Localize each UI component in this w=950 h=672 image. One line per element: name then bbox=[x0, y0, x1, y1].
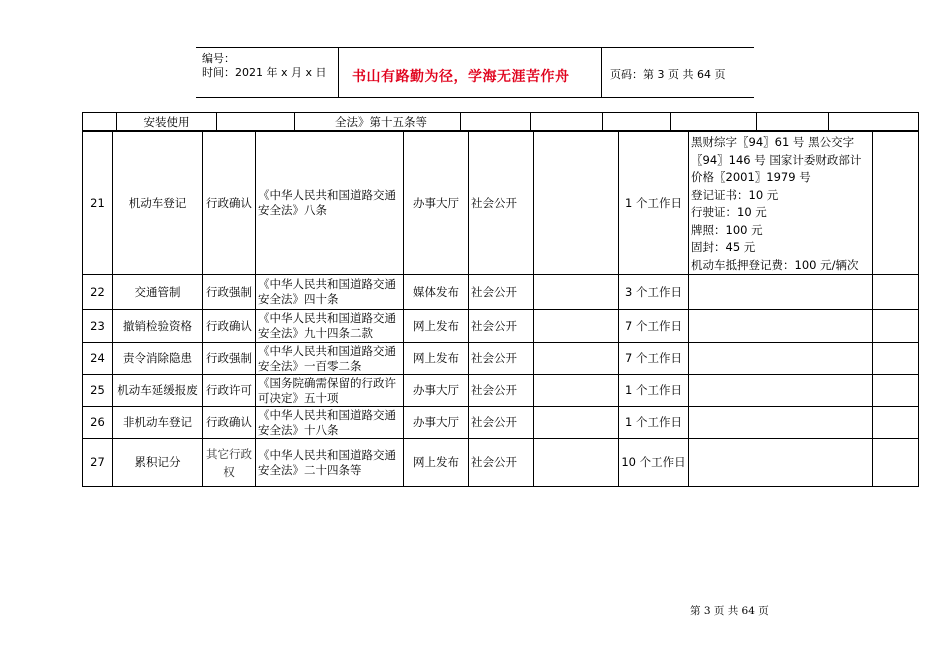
table-row bbox=[83, 275, 919, 310]
disclosure-channel: 办事大厅 bbox=[404, 407, 469, 439]
disclosure-scope: 社会公开 bbox=[469, 275, 534, 310]
time-limit: 1 个工作日 bbox=[619, 375, 689, 407]
table-row bbox=[83, 132, 919, 275]
continuation-row bbox=[83, 113, 919, 131]
fee-line: 登记证书：10 元 bbox=[691, 187, 779, 202]
disclosure-scope: 社会公开 bbox=[469, 343, 534, 375]
row-number: 25 bbox=[83, 375, 113, 407]
legal-basis: 《中华人民共和国道路交通安全法》十八条 bbox=[256, 407, 404, 439]
header-page-number: 页码：第 3 页 共 64 页 bbox=[610, 68, 726, 81]
table-row bbox=[83, 407, 919, 439]
legal-basis: 《中华人民共和国道路交通安全法》二十四条等 bbox=[256, 439, 404, 487]
row-number: 21 bbox=[83, 132, 113, 275]
disclosure-scope: 社会公开 bbox=[469, 310, 534, 343]
legal-basis: 《中华人民共和国道路交通安全法》四十条 bbox=[256, 275, 404, 310]
time-limit: 7 个工作日 bbox=[619, 343, 689, 375]
header-divider-1 bbox=[338, 47, 339, 98]
public-disclosure-table bbox=[82, 131, 919, 487]
disclosure-scope: 社会公开 bbox=[469, 375, 534, 407]
row-number: 24 bbox=[83, 343, 113, 375]
fee-line: 机动车抵押登记费：100 元/辆次 bbox=[691, 257, 859, 272]
item-name: 非机动车登记 bbox=[113, 407, 203, 439]
header-meta bbox=[202, 52, 327, 80]
fee-line: 牌照：100 元 bbox=[691, 222, 763, 237]
item-name: 撤销检验资格 bbox=[113, 310, 203, 343]
disclosure-channel: 办事大厅 bbox=[404, 132, 469, 275]
document-time-label: 时间：2021 年 x 月 x 日 bbox=[202, 66, 327, 79]
table-row bbox=[83, 439, 919, 487]
fee-line: 黑财综字〖94〗61 号 黑公交字〖94〗146 号 国家计委财政部计价格〖2001〗1979 号 bbox=[691, 135, 862, 184]
continuation-row-table bbox=[82, 112, 919, 131]
disclosure-channel: 办事大厅 bbox=[404, 375, 469, 407]
header-bottom-rule bbox=[196, 97, 754, 98]
item-name: 累积记分 bbox=[113, 439, 203, 487]
item-name: 责令消除隐患 bbox=[113, 343, 203, 375]
disclosure-channel: 网上发布 bbox=[404, 439, 469, 487]
item-name: 机动车登记 bbox=[113, 132, 203, 275]
disclosure-scope: 社会公开 bbox=[469, 407, 534, 439]
table-row bbox=[83, 343, 919, 375]
row-number: 27 bbox=[83, 439, 113, 487]
fee-line: 固封：45 元 bbox=[691, 240, 756, 254]
disclosure-channel: 网上发布 bbox=[404, 310, 469, 343]
disclosure-scope: 社会公开 bbox=[469, 439, 534, 487]
table-row bbox=[83, 375, 919, 407]
item-type: 行政许可 bbox=[203, 375, 256, 407]
row-number: 26 bbox=[83, 407, 113, 439]
table-row bbox=[83, 310, 919, 343]
continuation-cell-4: 全法》第十五条等 bbox=[295, 113, 461, 131]
legal-basis: 《中华人民共和国道路交通安全法》八条 bbox=[256, 132, 404, 275]
disclosure-channel: 网上发布 bbox=[404, 343, 469, 375]
time-limit: 10 个工作日 bbox=[619, 439, 689, 487]
disclosure-channel: 媒体发布 bbox=[404, 275, 469, 310]
item-type: 其它行政权 bbox=[203, 439, 256, 487]
header-motto: 书山有路勤为径，学海无涯苦作舟 bbox=[352, 69, 570, 85]
footer-page-number: 第 3 页 共 64 页 bbox=[690, 605, 769, 617]
header-divider-2 bbox=[601, 47, 602, 98]
item-type: 行政确认 bbox=[203, 310, 256, 343]
continuation-cell-3 bbox=[217, 113, 295, 131]
time-limit: 1 个工作日 bbox=[619, 132, 689, 275]
item-type: 行政强制 bbox=[203, 275, 256, 310]
item-type: 行政强制 bbox=[203, 343, 256, 375]
row-number: 23 bbox=[83, 310, 113, 343]
fee-line: 行驶证：10 元 bbox=[691, 205, 767, 219]
document-number-label: 编号： bbox=[202, 52, 235, 65]
item-type: 行政确认 bbox=[203, 132, 256, 275]
legal-basis: 《国务院确需保留的行政许可决定》五十项 bbox=[256, 375, 404, 407]
item-name: 机动车延缓报废 bbox=[113, 375, 203, 407]
legal-basis: 《中华人民共和国道路交通安全法》九十四条二款 bbox=[256, 310, 404, 343]
continuation-cell-2: 安装使用 bbox=[117, 113, 217, 131]
row-number: 22 bbox=[83, 275, 113, 310]
disclosure-scope: 社会公开 bbox=[469, 132, 534, 275]
legal-basis: 《中华人民共和国道路交通安全法》一百零二条 bbox=[256, 343, 404, 375]
time-limit: 7 个工作日 bbox=[619, 310, 689, 343]
header-top-rule bbox=[196, 47, 754, 48]
time-limit: 1 个工作日 bbox=[619, 407, 689, 439]
fee-standard bbox=[689, 132, 873, 275]
item-type: 行政确认 bbox=[203, 407, 256, 439]
time-limit: 3 个工作日 bbox=[619, 275, 689, 310]
item-name: 交通管制 bbox=[113, 275, 203, 310]
